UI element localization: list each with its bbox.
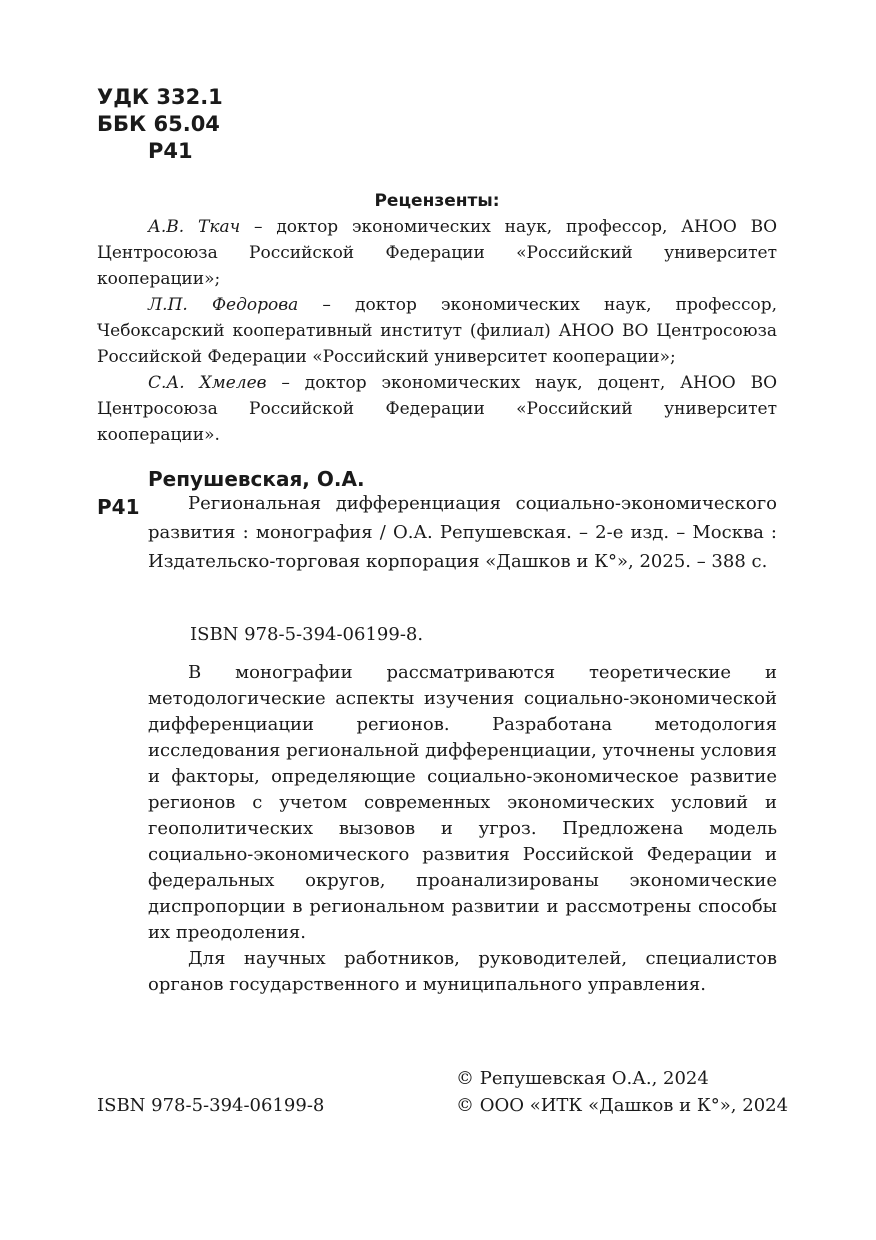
reviewers-title: Рецензенты: — [374, 191, 500, 211]
copyright-author: © Репушевская О.А., 2024 — [456, 1068, 709, 1089]
reviewer-description: – доктор экономических наук, профессор, АНОО ВО Центросоюза Российской Федерации «Российский университет кооперации»; — [97, 217, 778, 289]
footer-isbn: ISBN 978-5-394-06199-8 — [97, 1095, 325, 1116]
classification-codes — [97, 84, 223, 165]
bibliography-citation: Региональная дифференциация социально-экономического развития : монография / О.А. Репушевская. – 2-е изд. – Москва : Издательско-торговая корпорация «Дашков и К°», 2025. – 388 с. — [148, 493, 777, 572]
udk-code: УДК 332.1 — [97, 85, 223, 109]
reviewer-item — [97, 292, 777, 370]
copyright-publisher: © ООО «ИТК «Дашков и К°», 2024 — [456, 1095, 789, 1116]
copyright-block — [456, 1065, 788, 1119]
reviewer-item — [97, 370, 777, 448]
reviewers-section — [97, 188, 777, 448]
bibliography-isbn: ISBN 978-5-394-06199-8. — [190, 624, 424, 645]
reviewer-description: – доктор экономических наук, профессор, Чебоксарский кооперативный институт (филиал) АНОО ВО Центросоюза Российской Федерации «Российский университет кооперации»; — [97, 295, 777, 367]
annotation — [148, 660, 777, 998]
bibliography-code: Р41 — [97, 495, 140, 519]
reviewer-item — [97, 214, 777, 292]
reviewer-name: Л.П. Федорова — [148, 295, 299, 315]
annotation-paragraph: В монографии рассматриваются теоретические и методологические аспекты изучения социально-экономической дифференциации регионов. Разработана методология исследования региональной дифференциации, уточнены условия и факторы, определяющие социально-экономическое развитие регионов с учетом современных экономических условий и геополитических вызовов и угроз. Предложена модель социально-экономического развития Российской Федерации и федеральных округов, проанализированы экономические диспропорции в региональном развитии и рассмотрены способы их преодоления. — [148, 662, 777, 943]
reviewer-name: А.В. Ткач — [148, 217, 241, 237]
reviewer-description: – доктор экономических наук, доцент, АНОО ВО Центросоюза Российской Федерации «Российский университет кооперации». — [97, 373, 778, 445]
annotation-audience: Для научных работников, руководителей, специалистов органов государственного и муниципального управления. — [148, 948, 777, 995]
bbk-code: ББК 65.04 — [97, 112, 220, 136]
reviewer-name: С.А. Хмелев — [148, 373, 267, 393]
author-code: Р41 — [148, 139, 193, 163]
bibliography-author: Репушевская, О.А. — [148, 467, 365, 491]
